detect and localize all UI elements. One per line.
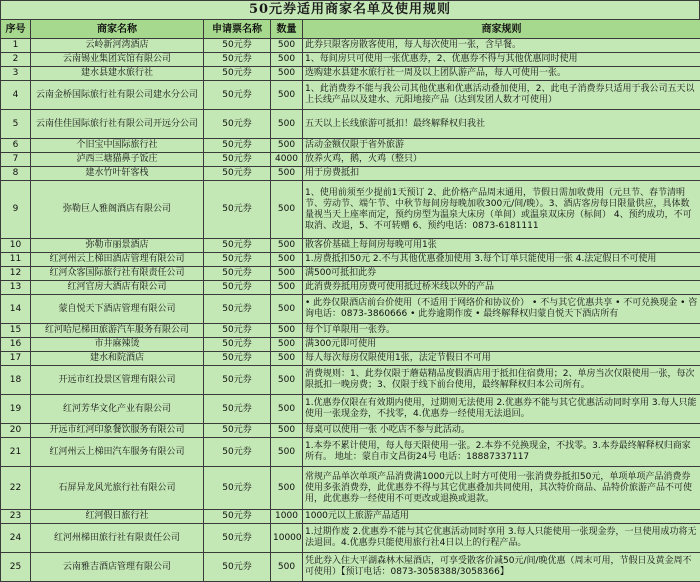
merchant-rule: 消费规则：1、此券仅限于蘑菇精品度假酒店用于抵扣住宿费用；2、单房当次仅限使用一张，每次限抵扣一晚房费；3、仅限于线下前台使用，最终解释权归本公司所有。 <box>303 366 700 395</box>
header-price: 申请票名称 <box>204 20 271 39</box>
merchant-name: 建水竹叶轩客栈 <box>31 167 204 181</box>
quantity: 500 <box>271 324 303 338</box>
voucher-name: 50元券 <box>204 167 271 181</box>
merchant-rule: 每人每次每房仅限使用1张，法定节假日不可用 <box>303 352 700 366</box>
page-title: 50元券适用商家名单及使用规则 <box>0 0 700 20</box>
table-row <box>1 239 700 253</box>
table-row <box>1 438 700 467</box>
quantity: 500 <box>271 553 303 582</box>
merchant-rule: 每桌可以使用一张 小吃店不参与此活动。 <box>303 424 700 438</box>
voucher-name: 50元券 <box>204 81 271 110</box>
quantity: 500 <box>271 467 303 510</box>
voucher-name: 50元券 <box>204 67 271 81</box>
quantity: 10000 <box>271 524 303 553</box>
row-number: 23 <box>1 510 31 524</box>
merchant-rule: 此消费券抵用房费可使用抵过桥米线以外的产品 <box>303 281 700 295</box>
merchant-name: 弥勒巨人雅阁酒店有限公司 <box>31 181 204 239</box>
table-row <box>1 366 700 395</box>
table-row <box>1 139 700 153</box>
header-rule: 商家规则 <box>303 20 700 39</box>
row-number: 2 <box>1 53 31 67</box>
table-row <box>1 338 700 352</box>
row-number: 22 <box>1 467 31 510</box>
merchant-rule: 放养火鸡，鹅，火鸡（整只） <box>303 153 700 167</box>
voucher-name: 50元券 <box>204 352 271 366</box>
quantity: 500 <box>271 39 303 53</box>
quantity: 500 <box>271 438 303 467</box>
table-row <box>1 395 700 424</box>
table-row <box>1 295 700 324</box>
table-row <box>1 67 700 81</box>
quantity: 500 <box>271 424 303 438</box>
merchant-name: 开远市红河印象餐饮服务有限公司 <box>31 424 204 438</box>
merchant-rule: 每个订单限用一张券。 <box>303 324 700 338</box>
table-row <box>1 467 700 510</box>
voucher-name: 50元券 <box>204 324 271 338</box>
quantity: 500 <box>271 167 303 181</box>
merchant-name: 红河州梯田旅行社有限责任公司 <box>31 524 204 553</box>
table-row <box>1 167 700 181</box>
merchant-rule: 1、此消费券不能与我公司其他优惠和优惠活动叠加使用，2、此电子消费券只适用于我公司五天以上长线产品以及建水、元阳地接产品（达到发团人数才可使用） <box>303 81 700 110</box>
quantity: 1000 <box>271 510 303 524</box>
table-row <box>1 553 700 582</box>
header-qty: 数量 <box>271 20 303 39</box>
merchant-name: 云南佳佳国际旅行社有限公司开远分公司 <box>31 110 204 139</box>
row-number: 12 <box>1 267 31 281</box>
voucher-name: 50元券 <box>204 524 271 553</box>
row-number: 10 <box>1 239 31 253</box>
header-no: 序号 <box>1 20 31 39</box>
row-number: 16 <box>1 338 31 352</box>
table-row <box>1 39 700 53</box>
row-number: 17 <box>1 352 31 366</box>
merchant-name: 蒙自悦天下酒店管理有限公司 <box>31 295 204 324</box>
quantity: 500 <box>271 253 303 267</box>
quantity: 500 <box>271 352 303 366</box>
row-number: 19 <box>1 395 31 424</box>
voucher-name: 50元券 <box>204 267 271 281</box>
voucher-name: 50元券 <box>204 510 271 524</box>
voucher-name: 50元券 <box>204 53 271 67</box>
table-row <box>1 81 700 110</box>
table-row <box>1 524 700 553</box>
merchant-rule: 满300元即可使用 <box>303 338 700 352</box>
header-name: 商家名称 <box>31 20 204 39</box>
voucher-name: 50元券 <box>204 366 271 395</box>
row-number: 15 <box>1 324 31 338</box>
merchant-name: 红河官房大酒店有限公司 <box>31 281 204 295</box>
merchant-rule: 此券只限客房散客使用，每人每次使用一张，含早餐。 <box>303 39 700 53</box>
voucher-name: 50元券 <box>204 239 271 253</box>
merchant-rule: 1.房费抵扣50元 2.不与其他优惠叠加使用 3.每个订单只能使用一张 4.法定假日不可使用 <box>303 253 700 267</box>
merchant-name: 石屏异龙风光旅行社有限公司 <box>31 467 204 510</box>
merchant-rule: 凭此券入住大平湖森林木屋酒店，可享受散客价减50元/间/晚优惠（周末可用，节假日及黄金周不可使用）【预订电话：0873-3058388/3058366】 <box>303 553 700 582</box>
table-row <box>1 510 700 524</box>
merchant-rule: 1.优惠券仅限在有效期内使用，过期则无法使用 2.优惠券不能与其它优惠活动同时享用 3.每人只能使用一张现金券，不找零，4.优惠券一经使用无法退回。 <box>303 395 700 424</box>
table-row <box>1 53 700 67</box>
row-number: 14 <box>1 295 31 324</box>
table-row <box>1 281 700 295</box>
merchant-rule: 用于房费抵扣 <box>303 167 700 181</box>
header-row <box>1 20 700 39</box>
merchant-rule: 满500可抵扣此券 <box>303 267 700 281</box>
merchant-name: 弥勒市丽景酒店 <box>31 239 204 253</box>
merchant-name: 红河众客国际旅行社有限责任公司 <box>31 267 204 281</box>
table-row <box>1 324 700 338</box>
merchant-name: 个旧宝中国际旅行社 <box>31 139 204 153</box>
merchant-rule: 常规产品单次单项产品消费满1000元以上时方可使用一张消费券抵扣50元，单项单项产品消费券使用多张消费券，此优惠券不得与其它优惠叠加共同使用，其次特价商品、品特价旅游产品不可使用，此优惠券一经使用不可更改或退换或退款。 <box>303 467 700 510</box>
quantity: 4000 <box>271 153 303 167</box>
merchant-rule: 1000元以上旅游产品适用 <box>303 510 700 524</box>
voucher-name: 50元券 <box>204 139 271 153</box>
quantity: 500 <box>271 110 303 139</box>
voucher-name: 50元券 <box>204 295 271 324</box>
voucher-name: 50元券 <box>204 467 271 510</box>
merchant-name: 红河芳华文化产业有限公司 <box>31 395 204 424</box>
merchant-rule: 散客价基础上每间房每晚可用1张 <box>303 239 700 253</box>
merchant-rule: 选购建水县建水旅行社一周及以上团队游产品，每人可使用一张。 <box>303 67 700 81</box>
row-number: 25 <box>1 553 31 582</box>
quantity: 500 <box>271 239 303 253</box>
row-number: 9 <box>1 181 31 239</box>
quantity: 500 <box>271 366 303 395</box>
quantity: 500 <box>271 53 303 67</box>
voucher-name: 50元券 <box>204 395 271 424</box>
voucher-name: 50元券 <box>204 181 271 239</box>
table-row <box>1 267 700 281</box>
table-row <box>1 253 700 267</box>
merchant-name: 红河假日旅行社 <box>31 510 204 524</box>
table-row <box>1 153 700 167</box>
merchant-name: 云南金桥国际旅行社有限公司建水分公司 <box>31 81 204 110</box>
table-row <box>1 352 700 366</box>
voucher-name: 50元券 <box>204 338 271 352</box>
voucher-name: 50元券 <box>204 281 271 295</box>
merchant-name: 市井麻辣烫 <box>31 338 204 352</box>
row-number: 3 <box>1 67 31 81</box>
merchant-rule: • 此券仅限酒店前台价使用（不适用于网络价和协议价） • 不与其它优惠共享 • 不可兑换现金 • 咨询电话：0873-3860666 • 此券逾期作废 • 最终解释权归蒙自悦天下酒店所有 <box>303 295 700 324</box>
quantity: 500 <box>271 267 303 281</box>
quantity: 500 <box>271 281 303 295</box>
merchant-table <box>0 19 700 582</box>
quantity: 500 <box>271 139 303 153</box>
merchant-name: 红河州云上梯田汽车服务有限公司 <box>31 438 204 467</box>
row-number: 7 <box>1 153 31 167</box>
voucher-name: 50元券 <box>204 153 271 167</box>
merchant-name: 云南锡业集团宾馆有限公司 <box>31 53 204 67</box>
merchant-name: 红河州云上梯田酒店管理有限公司 <box>31 253 204 267</box>
merchant-name: 建水和院酒店 <box>31 352 204 366</box>
merchant-name: 红河哈尼梯田旅游汽车服务有限公司 <box>31 324 204 338</box>
merchant-name: 泸西三塘猫鼻子饭庄 <box>31 153 204 167</box>
merchant-rule: 活动金额仅限于省外旅游 <box>303 139 700 153</box>
row-number: 20 <box>1 424 31 438</box>
quantity: 500 <box>271 67 303 81</box>
quantity: 500 <box>271 338 303 352</box>
voucher-name: 50元券 <box>204 39 271 53</box>
voucher-name: 50元券 <box>204 438 271 467</box>
merchant-rule: 1、每间房只可使用一张优惠券，2、优惠券不得与其他优惠同时使用 <box>303 53 700 67</box>
table-row <box>1 424 700 438</box>
row-number: 18 <box>1 366 31 395</box>
row-number: 6 <box>1 139 31 153</box>
quantity: 500 <box>271 181 303 239</box>
voucher-name: 50元券 <box>204 553 271 582</box>
row-number: 24 <box>1 524 31 553</box>
merchant-name: 建水县建水旅行社 <box>31 67 204 81</box>
voucher-name: 50元券 <box>204 424 271 438</box>
merchant-rule: 五天以上长线旅游可抵扣！最终解释权归我社 <box>303 110 700 139</box>
merchant-name: 云岭新河湾酒店 <box>31 39 204 53</box>
table-row <box>1 110 700 139</box>
quantity: 500 <box>271 295 303 324</box>
row-number: 1 <box>1 39 31 53</box>
table-row <box>1 181 700 239</box>
quantity: 500 <box>271 81 303 110</box>
row-number: 21 <box>1 438 31 467</box>
row-number: 11 <box>1 253 31 267</box>
quantity: 500 <box>271 395 303 424</box>
row-number: 13 <box>1 281 31 295</box>
merchant-rule: 1.过期作废 2.优惠券不能与其它优惠活动同时享用 3.每人只能使用一张现金券，一旦使用成功将无法退回。4.优惠券只能使用旅行社4日以上的行程产品。 <box>303 524 700 553</box>
voucher-name: 50元券 <box>204 110 271 139</box>
merchant-rule: 1、使用前须至少提前1天预订 2、此价格产品周末通用，节假日需加收费用（元旦节、春节清明节、劳动节、端午节、中秋节每间房每晚加收300元/间/晚）。3、酒店客房每日限量供应，具体数量视当天上座率而定，预约房型为温泉大床房（单间）或温泉双床房（标间） 4、预约成功，不可取消、改退，5、不可转赠 6、预约电话：0873-6181111 <box>303 181 700 239</box>
merchant-name: 开远市红投景区管理有限公司 <box>31 366 204 395</box>
merchant-rule: 1.本券不累计使用，每人每天限使用一张。2.本券不兑换现金，不找零。3.本券最终解释权归商家所有。 地址：蒙自市文昌街24号 电话：18887337117 <box>303 438 700 467</box>
row-number: 8 <box>1 167 31 181</box>
row-number: 5 <box>1 110 31 139</box>
voucher-name: 50元券 <box>204 253 271 267</box>
row-number: 4 <box>1 81 31 110</box>
merchant-name: 云南雅吉酒店管理有限公司 <box>31 553 204 582</box>
